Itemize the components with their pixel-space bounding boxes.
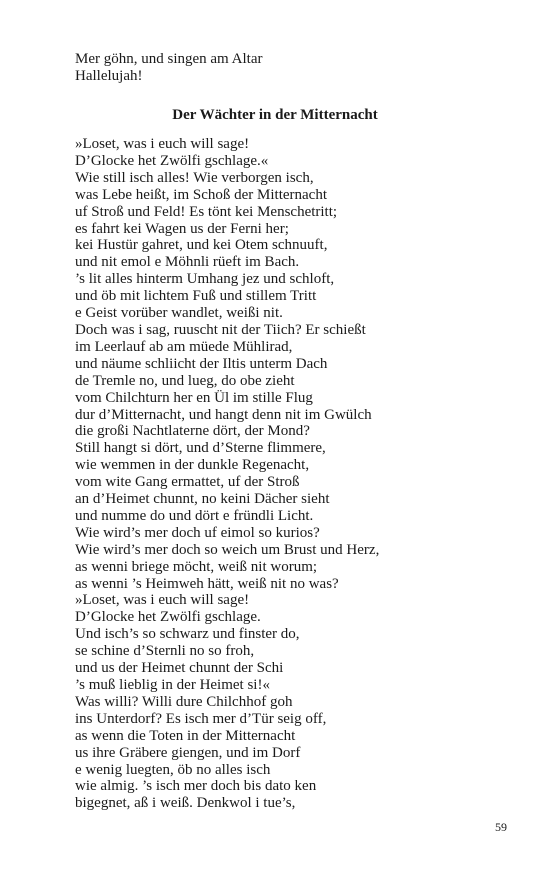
verse-line: an d’Heimet chunnt, no keini Dächer sieht [75,491,330,508]
verse-line: ’s lit alles hinterm Umhang jez und schloft, [75,271,335,288]
poem-title: Der Wächter in der Mitternacht [172,107,378,123]
verse-line: e wenig luegten, öb no alles isch [75,761,271,778]
page-number: 59 [495,820,507,834]
verse-line: wie almig. ’s isch mer doch bis dato ken [75,778,317,795]
verse-line: us ihre Gräbere giengen, und im Dorf [75,744,301,761]
verse-line: Hallelujah! [75,67,143,84]
verse-line: und numme do und dört e fründli Licht. [75,507,314,524]
verse-line: de Tremle no, und lueg, do obe zieht [75,372,295,389]
verse-line: und nit emol e Möhnli rüeft im Bach. [75,254,300,271]
verse-line: »Loset, was i euch will sage! [75,136,250,152]
verse-line: bigegnet, aß i weiß. Denkwol i tue’s, [75,795,296,812]
verse-line: se schine d’Sternli no so froh, [75,643,255,660]
verse-line: vom Chilchturn her en Ül im stille Flug [75,389,313,406]
verse-line: Still hangt si dört, und d’Sterne flimmere, [75,440,326,457]
verse-line: D’Glocke het Zwölfi gschlage.« [75,152,269,169]
verse-line: was Lebe heißt, im Schoß der Mitternacht [75,186,328,203]
verse-line: vom wite Gang ermattet, uf der Stroß [75,474,300,491]
verse-line: e Geist vorüber wandlet, weißi nit. [75,305,283,322]
verse-line: dur d’Mitternacht, und hangt denn nit im Gwülch [75,406,372,423]
verse-line: as wenni ’s Heimweh hätt, weiß nit no was? [75,575,339,592]
verse-line: Wie wird’s mer doch so weich um Brust und Herz, [75,541,380,558]
verse-line: wie wemmen in der dunkle Regenacht, [75,457,310,474]
verse-line: und näume schliicht der Iltis unterm Dach [75,355,328,372]
verse-line: und us der Heimet chunnt der Schi [75,660,284,677]
preceding-poem-ending [75,51,475,85]
verse-line: Wie wird’s mer doch uf eimol so kurios? [75,524,320,541]
verse-line: es fahrt kei Wagen us der Ferni her; [75,220,289,237]
verse-line: ’s muß lieblig in der Heimet si!« [75,677,270,693]
verse-line: Wie still isch alles! Wie verborgen isch, [75,169,314,186]
verse-line: im Leerlauf ab am müede Mühlirad, [75,338,293,355]
verse-line: as wenn die Toten in der Mitternacht [75,727,296,744]
verse-line: und öb mit lichtem Fuß und stillem Tritt [75,288,317,305]
verse-line: kei Hustür gahret, und kei Otem schnuuft, [75,237,328,254]
verse-line: uf Stroß und Feld! Es tönt kei Menschetritt; [75,203,338,220]
verse-line: Was willi? Willi dure Chilchhof goh [75,693,293,710]
verse-line: ins Unterdorf? Es isch mer d’Tür seig off, [75,710,327,727]
verse-line: Mer göhn, und singen am Altar [75,51,263,67]
verse-line: Und isch’s so schwarz und finster do, [75,626,300,643]
verse-line: D’Glocke het Zwölfi gschlage. [75,609,261,626]
poem-body [75,136,475,812]
verse-line: Doch was i sag, ruuscht nit der Tiich? Er schießt [75,321,366,338]
verse-line: »Loset, was i euch will sage! [75,592,250,609]
verse-line: die großi Nachtlaterne dört, der Mond? [75,423,310,440]
verse-line: as wenni briege möcht, weiß nit worum; [75,558,318,575]
